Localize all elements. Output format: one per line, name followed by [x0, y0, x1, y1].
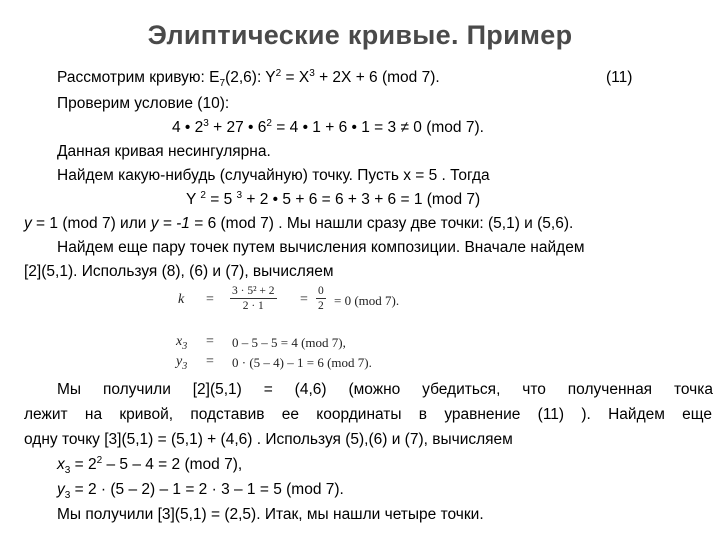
superscript: 2	[275, 68, 282, 79]
x3-line	[57, 453, 242, 477]
equals-sign: =	[206, 292, 214, 307]
fraction-denominator: 2	[318, 300, 324, 312]
text-segment: Рассмотрим кривую: E	[57, 69, 220, 86]
text-segment: = 2 · (5 – 2) – 1 = 2 · 3 – 1 = 5 (mod 7).	[70, 481, 344, 498]
text-segment: y = -1	[150, 215, 190, 232]
k-variable: k	[178, 292, 185, 307]
text-segment: + 2 • 5 + 6 = 6 + 3 + 6 = 1 (mod 7)	[242, 191, 481, 208]
text-segment: Y	[186, 191, 201, 208]
composition-line: Найдем еще пару точек путем вычисления композиции. Вначале найдем	[57, 239, 585, 256]
superscript: 2	[266, 118, 272, 129]
k-result: = 0 (mod 7).	[334, 293, 400, 308]
conclusion-line: Мы получили [3](5,1) = (2,5). Итак, мы нашли четыре точки.	[57, 506, 484, 523]
text-segment: лежит на кривой, подставив ее координаты в уравнение (11) ). Найдем еще	[24, 406, 712, 423]
subscript: 3	[182, 361, 188, 372]
y-squared-line	[186, 188, 480, 212]
nonsingular-line: Данная кривая несингулярна.	[57, 143, 271, 160]
equation-number: (11)	[606, 69, 633, 86]
discriminant-line	[172, 116, 484, 140]
formula-block	[170, 285, 470, 372]
text-segment: Мы получили [2](5,1) = (4,6) (можно убедиться, что полученная точка	[57, 381, 713, 398]
variable-letter: x	[176, 334, 183, 349]
subscript: 3	[64, 490, 71, 501]
text-segment: = 5	[205, 191, 237, 208]
y3-line	[57, 478, 344, 502]
variable-letter: y	[176, 354, 183, 369]
superscript: 3	[203, 118, 209, 129]
equals-sign: =	[300, 292, 308, 307]
two-points-line	[24, 212, 573, 236]
text-segment: = X	[281, 69, 310, 86]
text-segment: y	[57, 481, 65, 498]
text-segment: x	[57, 456, 65, 473]
slide-title: Элиптические кривые. Пример	[147, 20, 573, 50]
curve-definition-line	[57, 66, 440, 90]
superscript: 3	[236, 190, 243, 201]
text-segment: = 6 (mod 7) . Мы нашли сразу две точки: (5,1) и (5,6).	[189, 215, 574, 232]
x3-variable	[176, 334, 187, 350]
text-segment: – 5 – 4 = 2 (mod 7),	[102, 456, 243, 473]
text-segment: y	[24, 215, 32, 232]
text-segment: + 27 • 6	[208, 119, 267, 136]
text-segment: (2,6): Y	[225, 69, 276, 86]
superscript: 3	[309, 68, 315, 79]
subscript: 7	[219, 78, 226, 89]
text-segment: = 1 (mod 7) или	[31, 215, 151, 232]
superscript: 2	[200, 190, 206, 201]
x3-expression: 0 – 5 – 5 = 4 (mod 7),	[232, 335, 346, 350]
result-line-1	[57, 378, 713, 402]
fraction-numerator: 0	[318, 285, 324, 297]
compute-line: [2](5,1). Используя (8), (6) и (7), вычисляем	[24, 263, 334, 280]
y3-variable	[176, 354, 187, 370]
text-segment: = 4 • 1 + 6 • 1 = 3 ≠ 0 (mod 7).	[271, 119, 484, 136]
result-line-3: одну точку [3](5,1) = (5,1) + (4,6) . Используя (5),(6) и (7), вычисляем	[24, 431, 513, 448]
equals-sign: =	[206, 334, 214, 349]
fraction-denominator: 2 · 1	[242, 300, 264, 312]
check-condition-line: Проверим условие (10):	[57, 95, 230, 112]
fraction-numerator: 3 · 5² + 2	[232, 285, 275, 297]
find-point-line: Найдем какую-нибудь (случайную) точку. Пусть х = 5 . Тогда	[57, 167, 490, 184]
result-line-2	[24, 403, 712, 427]
text-segment: + 2X + 6 (mod 7).	[314, 69, 440, 86]
text-segment: 4 • 2	[172, 119, 204, 136]
k-fraction-2	[316, 284, 326, 313]
subscript: 3	[64, 465, 71, 476]
subscript: 3	[182, 341, 188, 352]
superscript: 2	[96, 455, 103, 466]
y3-expression: 0 · (5 – 4) – 1 = 6 (mod 7).	[232, 355, 372, 370]
equals-sign: =	[206, 354, 214, 369]
text-segment: = 2	[70, 456, 97, 473]
k-fraction	[230, 284, 277, 313]
